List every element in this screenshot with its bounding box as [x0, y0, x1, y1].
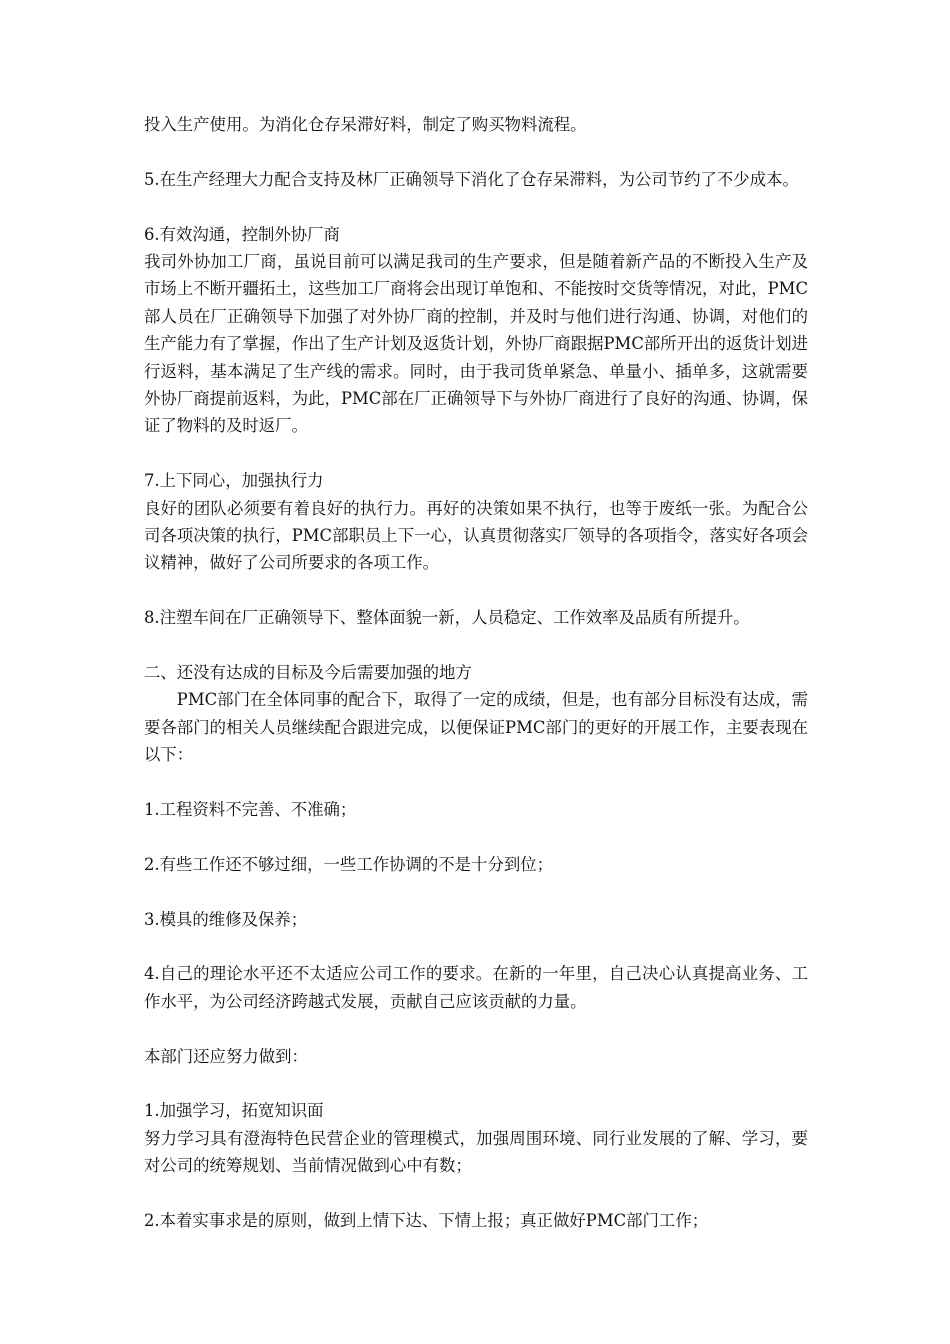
paragraph-3 — [144, 221, 808, 440]
paragraph-text: 努力学习具有澄海特色民营企业的管理模式，加强周围环境、同行业发展的了解、学习，要对公司的统筹规划、当前情况做到心中有数； — [144, 1128, 808, 1176]
paragraph-text: 投入生产使用。为消化仓存呆滞好料，制定了购买物料流程。 — [144, 115, 587, 134]
list-item: 2.有些工作还不够过细，一些工作协调的不是十分到位； — [144, 854, 554, 874]
paragraph-10 — [144, 960, 808, 1015]
paragraph-text: 我司外协加工厂商，虽说目前可以满足我司的生产要求，但是随着新产品的不断投入生产及市场上不断开疆拓土，这些加工厂商将会出现订单饱和、不能按时交货等情况，对此，PMC部人员在厂正确领导下加强了对外协厂商的控制，并及时与他们进行沟通、协调，对他们的生产能力有了掌握，作出了生产计划及返货计划，外协厂商跟据PMC部所开出的返货计划进行返料，基本满足了生产线的需求。同时，由于我司货单紧急、单量小、插单多，这就需要外协厂商提前返料，为此，PMC部在厂正确领导下与外协厂商进行了良好的沟通、协调，保证了物料的及时返厂。 — [144, 252, 808, 436]
section-heading: 二、还没有达成的目标及今后需要加强的地方 — [144, 663, 472, 683]
paragraph-2 — [144, 166, 808, 193]
section-heading: 1.加强学习，拓宽知识面 — [144, 1101, 324, 1121]
document-page — [144, 111, 808, 1234]
paragraph-6 — [144, 659, 808, 769]
paragraph-4 — [144, 467, 808, 577]
paragraph-5 — [144, 604, 808, 631]
section-heading: 7.上下同心，加强执行力 — [144, 471, 324, 491]
paragraph-8 — [144, 851, 808, 878]
paragraph-9 — [144, 906, 808, 933]
paragraph-text: 良好的团队必须要有着良好的执行力。再好的决策如果不执行，也等于废纸一张。为配合公司各项决策的执行，PMC部职员上下一心，认真贯彻落实厂领导的各项指令，落实好各项会议精神，做好了公司所要求的各项工作。 — [144, 498, 808, 573]
paragraph-13 — [144, 1207, 808, 1234]
paragraph-12 — [144, 1097, 808, 1179]
section-heading: 6.有效沟通，控制外协厂商 — [144, 224, 340, 244]
list-item: 2.本着实事求是的原则，做到上情下达、下情上报；真正做好PMC部门工作； — [144, 1211, 709, 1231]
paragraph-text: 8.注塑车间在厂正确领导下、整体面貌一新，人员稳定、工作效率及品质有所提升。 — [144, 608, 750, 628]
paragraph-text: PMC部门在全体同事的配合下，取得了一定的成绩，但是，也有部分目标没有达成，需要各部门的相关人员继续配合跟进完成，以便保证PMC部门的更好的开展工作，主要表现在以下： — [144, 690, 808, 765]
paragraph-7 — [144, 796, 808, 823]
list-item: 1.工程资料不完善、不准确； — [144, 800, 357, 820]
paragraph-11 — [144, 1043, 808, 1070]
paragraph-1 — [144, 111, 808, 138]
list-item: 4.自己的理论水平还不太适应公司工作的要求。在新的一年里，自己决心认真提高业务、工作水平，为公司经济跨越式发展，贡献自己应该贡献的力量。 — [144, 964, 808, 1011]
list-item: 3.模具的维修及保养； — [144, 909, 308, 929]
paragraph-text: 本部门还应努力做到： — [144, 1046, 308, 1066]
paragraph-text: 5.在生产经理大力配合支持及林厂正确领导下消化了仓存呆滞料，为公司节约了不少成本。 — [144, 169, 799, 189]
